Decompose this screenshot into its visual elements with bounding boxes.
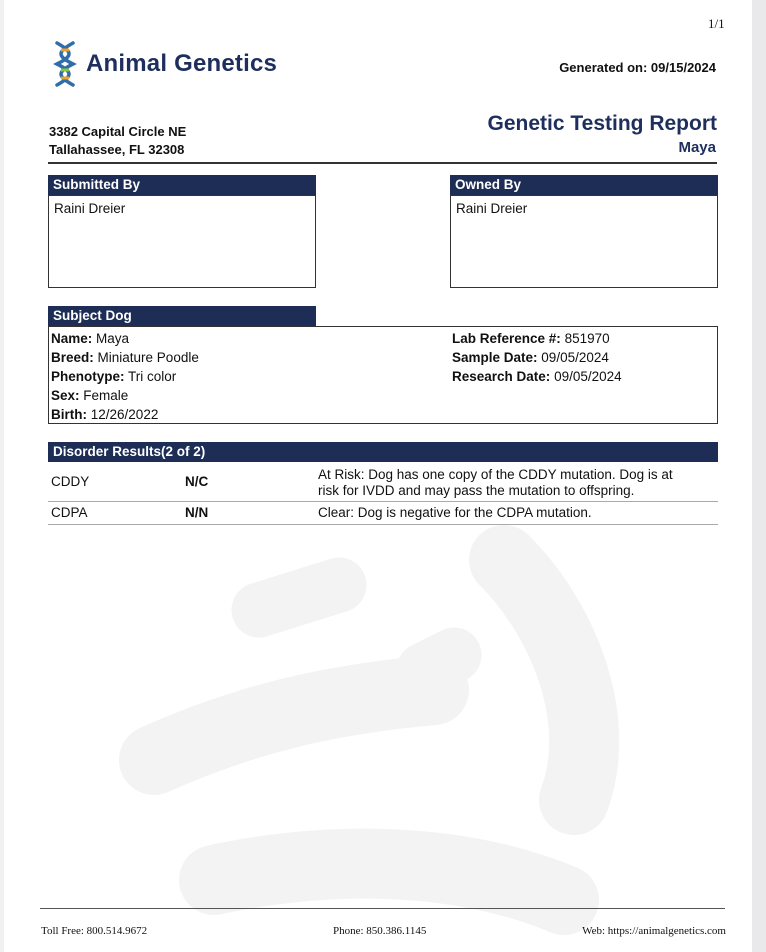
lab-ref-label: Lab Reference #: (452, 331, 561, 346)
field-phenotype (51, 367, 199, 386)
sex-value: Female (83, 388, 129, 403)
research-date-label: Research Date: (452, 369, 551, 384)
breed-value: Miniature Poodle (97, 350, 199, 365)
field-birth (51, 405, 199, 424)
field-research-date (452, 367, 622, 386)
description-line: Clear: Dog is negative for the CDPA mutation. (318, 505, 592, 520)
table-row (48, 463, 718, 502)
name-label: Name: (51, 331, 93, 346)
brand-logo (52, 40, 277, 88)
phenotype-label: Phenotype: (51, 369, 125, 384)
result-description (318, 505, 592, 521)
generated-date: Generated on: 09/15/2024 (559, 60, 716, 75)
footer-toll-free: Toll Free: 800.514.9672 (41, 925, 148, 937)
sample-date-label: Sample Date: (452, 350, 538, 365)
lab-address (49, 123, 186, 159)
field-sex (51, 386, 199, 405)
header-divider (48, 162, 717, 164)
description-line: At Risk: Dog has one copy of the CDDY mutation. Dog is at (318, 467, 673, 482)
description-line: risk for IVDD and may pass the mutation to offspring. (318, 483, 635, 498)
genotype-result: N/N (185, 505, 209, 520)
subject-dog-left-column (51, 329, 199, 424)
owned-by-heading: Owned By (450, 175, 718, 195)
subject-dog-heading: Subject Dog (48, 306, 316, 326)
report-subject-name: Maya (678, 139, 716, 156)
subject-dog-right-column (452, 329, 622, 386)
address-line2: Tallahassee, FL 32308 (49, 142, 185, 157)
table-row (48, 502, 718, 525)
field-name (51, 329, 199, 348)
result-description (318, 467, 673, 499)
sex-label: Sex: (51, 388, 80, 403)
name-value: Maya (96, 331, 130, 346)
breed-label: Breed: (51, 350, 94, 365)
disorder-results-heading: Disorder Results(2 of 2) (48, 442, 718, 462)
submitted-by-name: Raini Dreier (54, 201, 126, 216)
subject-dog-body (48, 326, 718, 424)
birth-value: 12/26/2022 (90, 407, 159, 422)
field-lab-reference (452, 329, 622, 348)
footer-phone: Phone: 850.386.1145 (333, 925, 427, 937)
phenotype-value: Tri color (128, 369, 177, 384)
disorder-name: CDDY (51, 474, 90, 489)
report-title: Genetic Testing Report (487, 112, 717, 135)
genotype-result: N/C (185, 474, 209, 489)
report-page (4, 0, 752, 952)
field-sample-date (452, 348, 622, 367)
page-number: 1/1 (708, 16, 725, 31)
field-breed (51, 348, 199, 367)
sample-date-value: 09/05/2024 (541, 350, 609, 365)
footer-divider (40, 908, 725, 909)
submitted-by-heading: Submitted By (48, 175, 316, 195)
owned-by-name: Raini Dreier (456, 201, 528, 216)
submitted-by-box (48, 175, 316, 288)
submitted-by-body (48, 195, 316, 288)
address-line1: 3382 Capital Circle NE (49, 124, 187, 139)
disorder-name: CDPA (51, 505, 88, 520)
birth-label: Birth: (51, 407, 87, 422)
research-date-value: 09/05/2024 (554, 369, 622, 384)
lab-ref-value: 851970 (564, 331, 610, 346)
footer-web: Web: https://animalgenetics.com (582, 925, 726, 937)
dna-helix-icon (52, 40, 78, 88)
owned-by-box (450, 175, 718, 288)
owned-by-body (450, 195, 718, 288)
brand-name: Animal Genetics (86, 50, 278, 77)
